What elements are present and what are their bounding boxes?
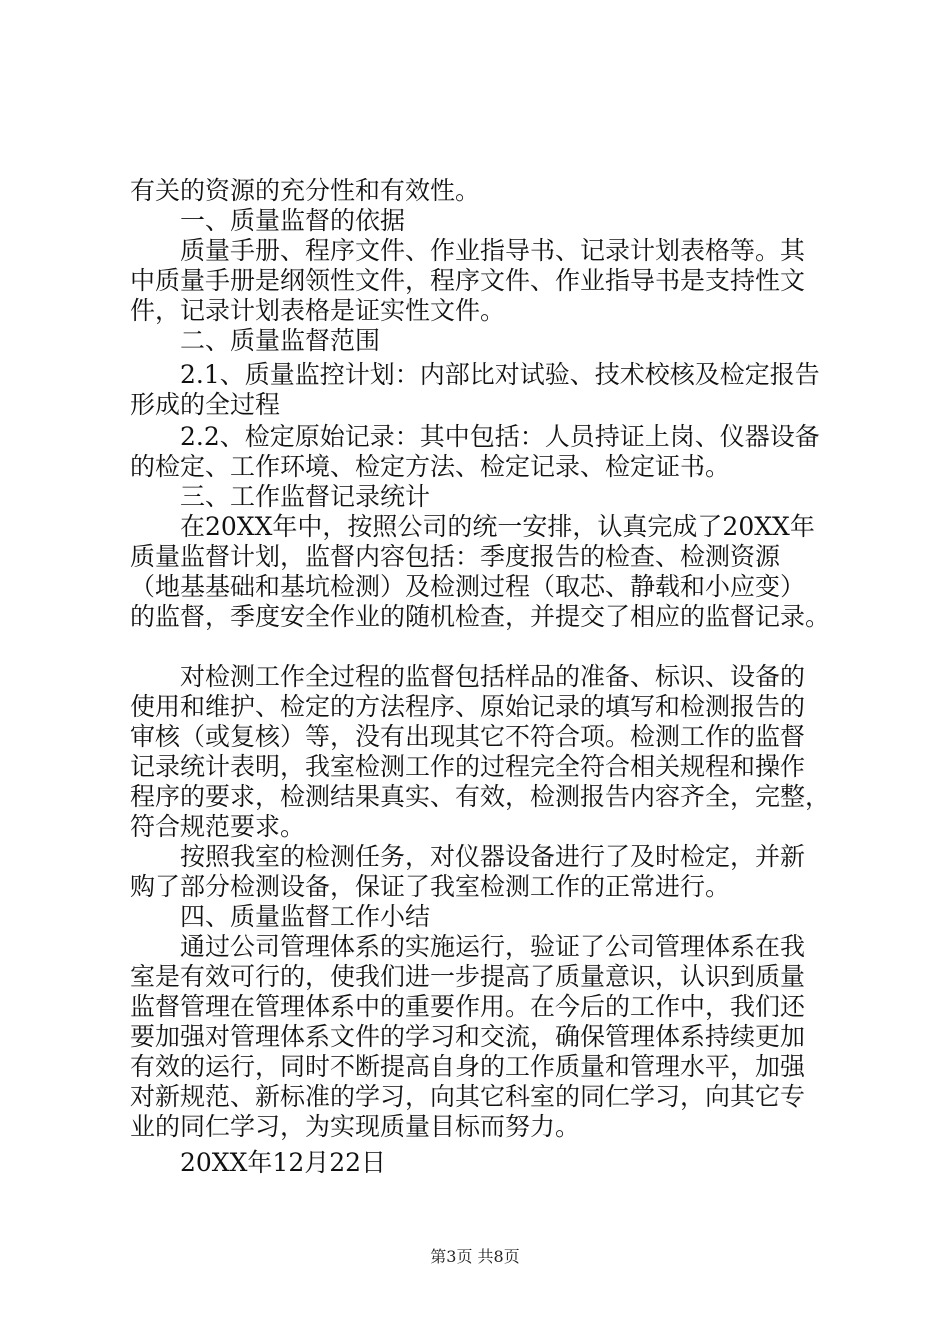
text-line: 质量手册、程序文件、作业指导书、记录计划表格等。其 bbox=[130, 236, 806, 265]
text-line: 符合规范要求。 bbox=[130, 812, 306, 841]
text-line: 审核（或复核）等，没有出现其它不符合项。检测工作的监督 bbox=[130, 722, 806, 751]
text-line: 在20XX年中，按照公司的统一安排，认真完成了20XX年 bbox=[130, 512, 815, 541]
text-line: 对检测工作全过程的监督包括样品的准备、标识、设备的 bbox=[130, 662, 806, 691]
text-line: 室是有效可行的，使我们进一步提高了质量意识，认识到质量 bbox=[130, 962, 806, 991]
text-line: 通过公司管理体系的实施运行，验证了公司管理体系在我 bbox=[130, 932, 806, 961]
text-line: 形成的全过程 bbox=[130, 390, 281, 419]
text-line: 件，记录计划表格是证实性文件。 bbox=[130, 296, 506, 325]
text-line: 有关的资源的充分性和有效性。 bbox=[130, 176, 481, 205]
text-line: （地基基础和基坑检测）及检测过程（取芯、静载和小应变） bbox=[130, 572, 806, 601]
text-line: 按照我室的检测任务，对仪器设备进行了及时检定，并新 bbox=[130, 842, 806, 871]
text-line: 的监督，季度安全作业的随机检查，并提交了相应的监督记录。 bbox=[130, 602, 831, 631]
text-line: 记录统计表明，我室检测工作的过程完全符合相关规程和操作 bbox=[130, 752, 806, 781]
text-line: 程序的要求，检测结果真实、有效，检测报告内容齐全，完整， bbox=[130, 782, 831, 811]
text-line: 要加强对管理体系文件的学习和交流，确保管理体系持续更加 bbox=[130, 1022, 806, 1051]
text-line: 质量监督计划，监督内容包括：季度报告的检查、检测资源 bbox=[130, 542, 781, 571]
text-line: 使用和维护、检定的方法程序、原始记录的填写和检测报告的 bbox=[130, 692, 806, 721]
text-line: 有效的运行，同时不断提高自身的工作质量和管理水平，加强 bbox=[130, 1052, 806, 1081]
section-heading: 四、质量监督工作小结 bbox=[130, 902, 431, 931]
text-line: 2.2、检定原始记录：其中包括：人员持证上岗、仪器设备 bbox=[130, 422, 820, 451]
text-line: 业的同仁学习，为实现质量目标而努力。 bbox=[130, 1112, 581, 1141]
section-heading: 一、质量监督的依据 bbox=[130, 206, 406, 235]
text-line: 购了部分检测设备，保证了我室检测工作的正常进行。 bbox=[130, 872, 731, 901]
section-heading: 三、工作监督记录统计 bbox=[130, 482, 431, 511]
text-line: 对新规范、新标准的学习，向其它科室的同仁学习，向其它专 bbox=[130, 1082, 806, 1111]
text-line: 中质量手册是纲领性文件，程序文件、作业指导书是支持性文 bbox=[130, 266, 806, 295]
section-heading: 二、质量监督范围 bbox=[130, 326, 381, 355]
text-line: 的检定、工作环境、检定方法、检定记录、检定证书。 bbox=[130, 452, 731, 481]
date-line: 20XX年12月22日 bbox=[130, 1148, 387, 1177]
text-line: 2.1、质量监控计划：内部比对试验、技术校核及检定报告 bbox=[130, 360, 820, 389]
text-line: 监督管理在管理体系中的重要作用。在今后的工作中，我们还 bbox=[130, 992, 806, 1021]
page-number-footer: 第3页 共8页 bbox=[430, 1247, 520, 1266]
